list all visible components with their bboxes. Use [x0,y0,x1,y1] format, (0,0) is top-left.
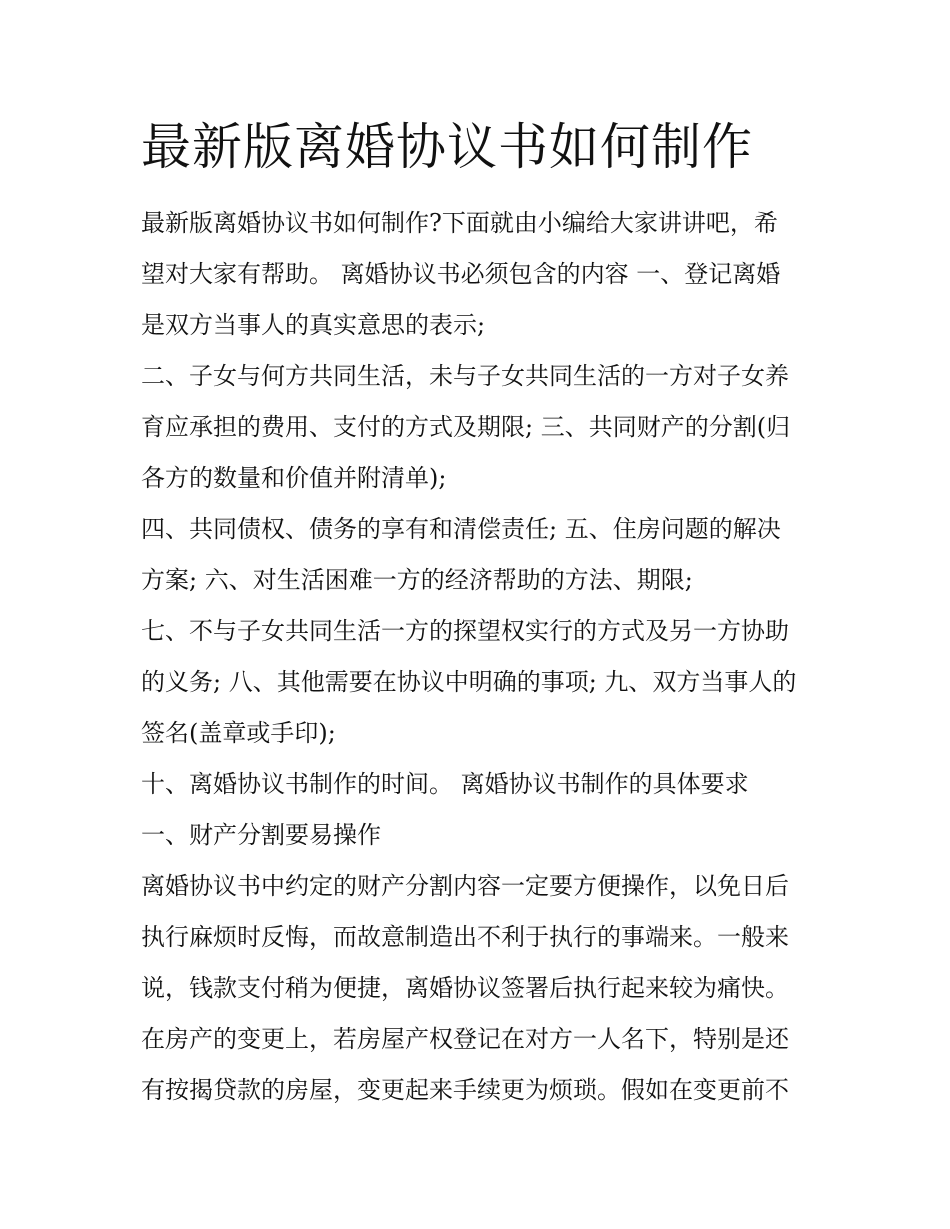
paragraph-property-division: 离婚协议书中约定的财产分割内容一定要方便操作，以免日后 执行麻烦时反悔，而故意制造出不利于执行的事端来。一般来 说，钱款支付稍为便捷，离婚协议签署后执行起来较为痛快。 在房产的变更上，若房屋产权登记在对方一人名下，特别是还 有按揭贷款的房屋，变更起来手续更为烦琐。假如在变更前不 [141,872,789,1104]
section-heading-property-division: 一、财产分割要易操作 [141,821,381,849]
paragraph-children-property: 二、子女与何方共同生活，未与子女共同生活的一方对子女养 育应承担的费用、支付的方式及期限; 三、共同财产的分割(归 各方的数量和价值并附清单); [141,362,791,492]
document-page [141,110,816,1116]
paragraph-visitation-signature: 七、不与子女共同生活一方的探望权实行的方式及另一方协助 的义务; 八、其他需要在协议中明确的事项; 九、双方当事人的 签名(盖章或手印); [141,617,797,747]
paragraph-requirements-heading: 十、离婚协议书制作的时间。 离婚协议书制作的具体要求 [141,770,749,798]
paragraph-debts-housing: 四、共同债权、债务的享有和清偿责任; 五、住房问题的解决 方案; 六、对生活困难一方的经济帮助的方法、期限; [141,515,781,594]
document-title: 最新版离婚协议书如何制作 [141,118,753,176]
document-body [141,198,816,1116]
paragraph-intro: 最新版离婚协议书如何制作?下面就由小编给大家讲讲吧，希 望对大家有帮助。 离婚协议书必须包含的内容 一、登记离婚 是双方当事人的真实意思的表示; [141,209,781,339]
